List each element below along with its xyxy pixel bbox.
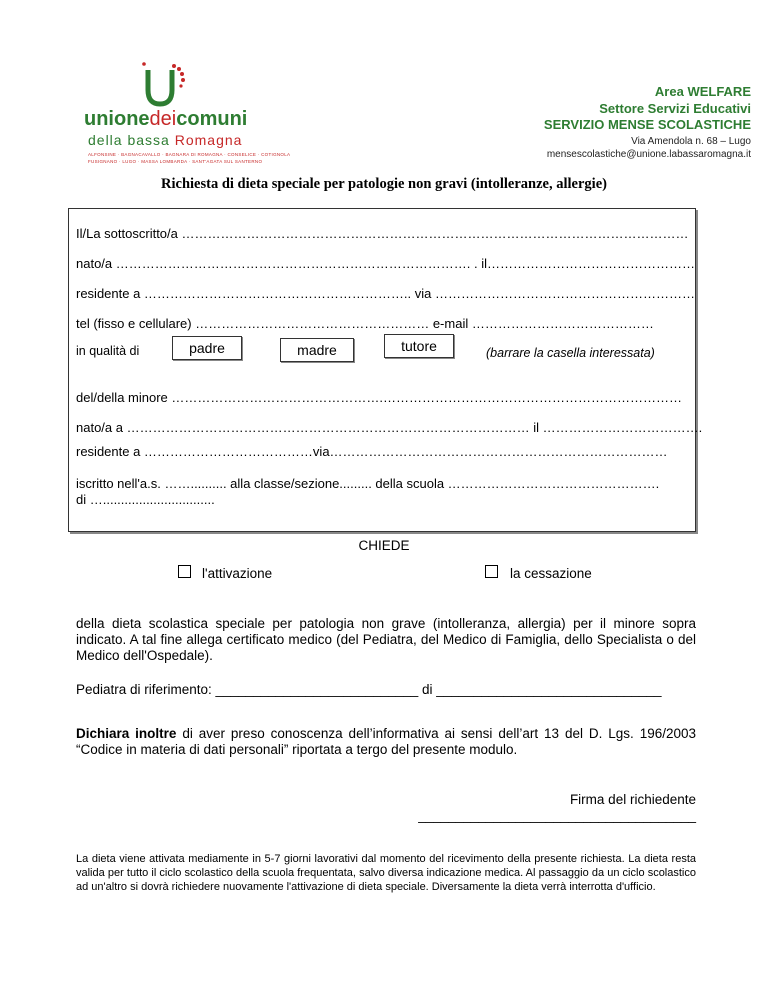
field-minore[interactable]: del/della minore ………………………………………….…………………………………………………………… bbox=[76, 390, 682, 405]
logo-towns-2: FUSIGNANO · LUGO · MASSA LOMBARDA · SANT'AGATA SUL SANTERNO bbox=[88, 159, 263, 164]
chiede-heading: CHIEDE bbox=[358, 538, 410, 553]
header-servizio: SERVIZIO MENSE SCOLASTICHE bbox=[543, 117, 751, 132]
cessazione-checkbox[interactable] bbox=[485, 565, 498, 578]
attivazione-label: l'attivazione bbox=[202, 566, 273, 581]
unione-logo bbox=[84, 62, 291, 164]
option-madre[interactable]: madre bbox=[280, 338, 354, 362]
header-address: Via Amendola n. 68 – Lugo bbox=[631, 136, 751, 147]
logo-towns-1: ALFONSINE · BAGNACAVALLO · BAGNARA DI ROMAGNA · CONSELICE · COTIGNOLA bbox=[88, 152, 291, 157]
field-di[interactable]: di …............................... bbox=[76, 492, 215, 507]
option-tutore[interactable]: tutore bbox=[384, 334, 454, 358]
barrare-hint: (barrare la casella interessata) bbox=[486, 346, 655, 360]
document-title: Richiesta di dieta speciale per patologie non gravi (intolleranze, allergie) bbox=[161, 176, 607, 192]
logo-u-icon bbox=[126, 60, 196, 110]
dichiara-text: di aver preso conoscenza dell’informativa ai sensi dell’art 13 del D. Lgs. 196/2003 “Codice in materia di dati personali” riportata a tergo del presente modulo. bbox=[76, 726, 696, 757]
option-padre[interactable]: padre bbox=[172, 336, 242, 360]
logo-subtitle: della bassa Romagna bbox=[88, 132, 243, 148]
dichiara-paragraph bbox=[76, 726, 696, 758]
field-residente[interactable]: residente a …………………………………………………….. via …………………………………………………… bbox=[76, 286, 695, 301]
field-iscritto[interactable]: iscritto nell'a.s. …….......... alla classe/sezione......... della scuola …………………………………………. bbox=[76, 476, 660, 491]
firma-label: Firma del richiedente bbox=[569, 792, 696, 807]
logo-title: unionedeicomuni bbox=[84, 108, 248, 130]
header-area: Area WELFARE bbox=[654, 84, 751, 99]
attivazione-checkbox[interactable] bbox=[178, 565, 191, 578]
field-tel-email[interactable]: tel (fisso e cellulare) ……………………………………………… e-mail …………………………………… bbox=[76, 316, 654, 331]
header-email: mensescolastiche@unione.labassaromagna.it bbox=[546, 149, 751, 160]
header-settore: Settore Servizi Educativi bbox=[599, 101, 751, 116]
field-nato[interactable]: nato/a ………………………………………………………………………. . il………………………………………… bbox=[76, 256, 695, 271]
pediatra-field[interactable]: Pediatra di riferimento: ___________________________ di ______________________________ bbox=[76, 682, 662, 697]
field-residente-minore[interactable]: residente a …………………………………via…………………………………………………………………… bbox=[76, 444, 668, 459]
firma-signature-line[interactable]: _____________________________________ bbox=[418, 808, 696, 823]
request-paragraph: della dieta scolastica speciale per patologia non grave (intolleranza, allergia) per il minore sopra indicato. A tal fine allega certificato medico (del Pediatra, del Medico di Famiglia, dello Specialista o del Medico dell'Ospedale). bbox=[76, 616, 696, 663]
field-nato-a[interactable]: nato/a a ………………………………………………………………………………… il ………………………………. bbox=[76, 420, 703, 435]
dichiara-bold: Dichiara inoltre bbox=[76, 726, 177, 741]
cessazione-label: la cessazione bbox=[510, 566, 592, 581]
footer-note: La dieta viene attivata mediamente in 5-7 giorni lavorativi dal momento del ricevimento della presente richiesta. La dieta resta valida per tutto il ciclo scolastico della scuola frequentata, salvo diversa indicazione medica. Al passaggio da un ciclo scolastico ad un'altro si dovrà richiedere nuovamente l'attivazione di dieta speciale. Diversamente la dieta verrà interrotta d'ufficio. bbox=[76, 853, 696, 893]
field-sottoscritto[interactable]: Il/La sottoscritto/a ……………………………………………………………………………………………………… bbox=[76, 226, 689, 241]
qualita-label: in qualità di bbox=[76, 344, 140, 358]
